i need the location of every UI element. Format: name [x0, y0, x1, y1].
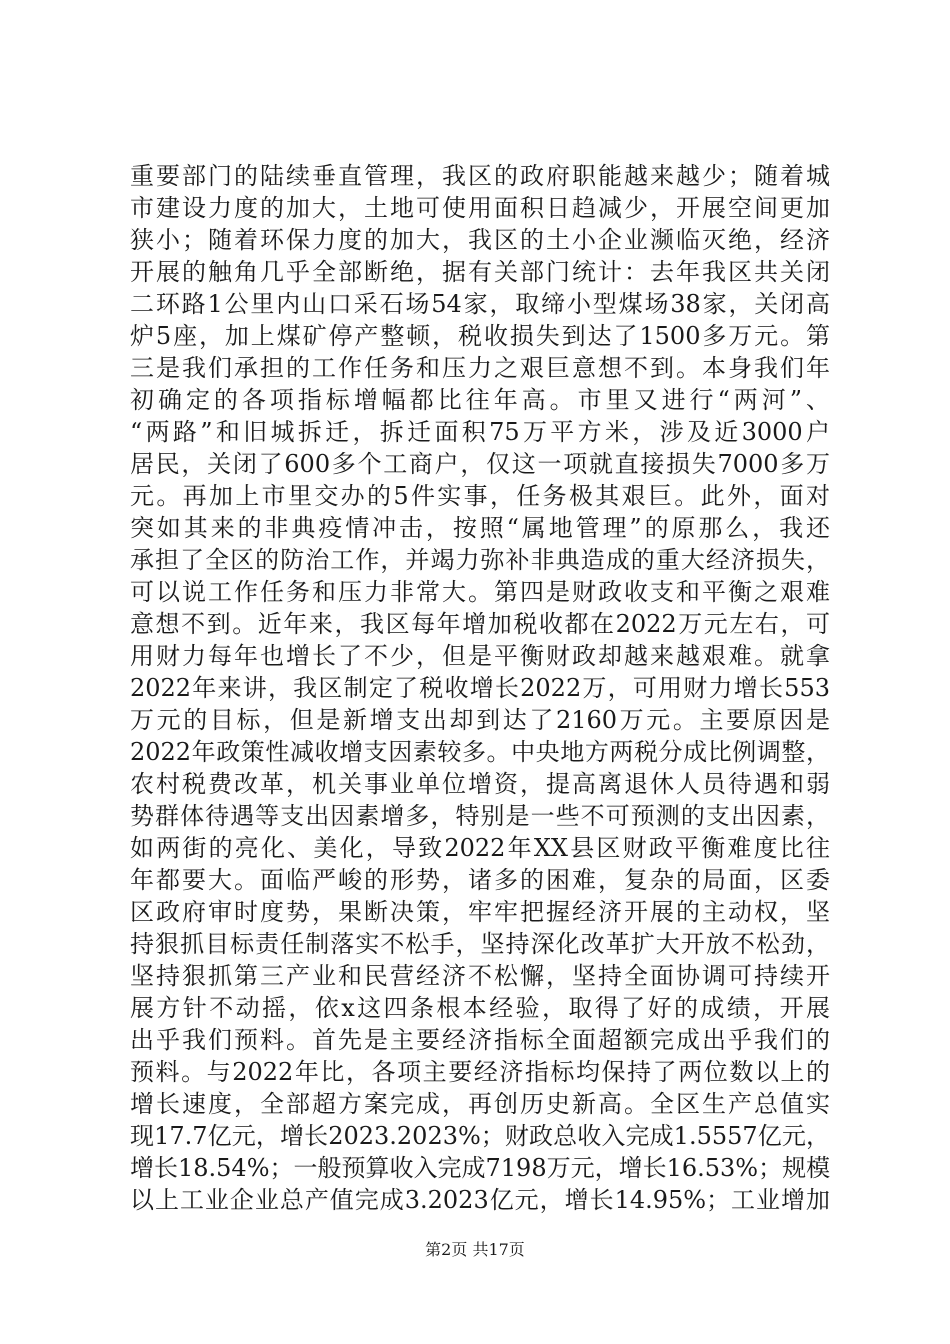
text-line: 开展的触角几乎全部断绝，据有关部门统计：去年我区共关闭: [130, 258, 830, 286]
text-line: 承担了全区的防治工作，并竭力弥补非典造成的重大经济损失，: [130, 546, 830, 574]
text-line: 2022年来讲，我区制定了税收增长2022万，可用财力增长553: [130, 674, 830, 702]
text-line: 增长速度，全部超方案完成，再创历史新高。全区生产总值实: [130, 1090, 830, 1118]
text-line: 可以说工作任务和压力非常大。第四是财政收支和平衡之艰难: [130, 578, 830, 606]
text-line: 初确定的各项指标增幅都比往年高。市里又进行“两河”、: [130, 386, 830, 414]
text-line: “两路”和旧城拆迁，拆迁面积75万平方米，涉及近3000户: [130, 418, 830, 446]
text-line: 年都要大。面临严峻的形势，诸多的困难，复杂的局面，区委: [130, 866, 830, 894]
text-line: 三是我们承担的工作任务和压力之艰巨意想不到。本身我们年: [130, 354, 830, 382]
text-line: 势群体待遇等支出因素增多，特别是一些不可预测的支出因素，: [130, 802, 830, 830]
text-line: 用财力每年也增长了不少，但是平衡财政却越来越艰难。就拿: [130, 642, 830, 670]
text-line: 万元的目标，但是新增支出却到达了2160万元。主要原因是: [130, 706, 830, 734]
text-line: 意想不到。近年来，我区每年增加税收都在2022万元左右，可: [130, 610, 830, 638]
text-line: 如两街的亮化、美化，导致2022年XX县区财政平衡难度比往: [130, 834, 830, 862]
text-line: 现17.7亿元，增长2023.2023%；财政总收入完成1.5557亿元，: [130, 1122, 830, 1150]
text-line: 2022年政策性减收增支因素较多。中央地方两税分成比例调整，: [130, 738, 830, 766]
text-line: 狭小；随着环保力度的加大，我区的土小企业濒临灭绝，经济: [130, 226, 830, 254]
text-line: 农村税费改革，机关事业单位增资，提高离退休人员待遇和弱: [130, 770, 830, 798]
text-line: 出乎我们预料。首先是主要经济指标全面超额完成出乎我们的: [130, 1026, 830, 1054]
text-line: 炉5座，加上煤矿停产整顿，税收损失到达了1500多万元。第: [130, 322, 830, 350]
text-line: 区政府审时度势，果断决策，牢牢把握经济开展的主动权，坚: [130, 898, 830, 926]
text-line: 市建设力度的加大，土地可使用面积日趋减少，开展空间更加: [130, 194, 830, 222]
page-number-footer: 第2页 共17页: [425, 1240, 525, 1259]
text-line: 持狠抓目标责任制落实不松手，坚持深化改革扩大开放不松劲，: [130, 930, 830, 958]
text-line: 以上工业企业总产值完成3.2023亿元，增长14.95%；工业增加: [130, 1186, 830, 1214]
text-line: 坚持狠抓第三产业和民营经济不松懈，坚持全面协调可持续开: [130, 962, 830, 990]
text-line: 展方针不动摇，依x这四条根本经验，取得了好的成绩，开展: [130, 994, 830, 1022]
text-line: 重要部门的陆续垂直管理，我区的政府职能越来越少；随着城: [130, 162, 830, 190]
text-line: 居民，关闭了600多个工商户，仅这一项就直接损失7000多万: [130, 450, 830, 478]
text-line: 突如其来的非典疫情冲击，按照“属地管理”的原那么，我还: [130, 514, 830, 542]
text-line: 预料。与2022年比，各项主要经济指标均保持了两位数以上的: [130, 1058, 830, 1086]
text-line: 二环路1公里内山口采石场54家，取缔小型煤场38家，关闭高: [130, 290, 830, 318]
text-line: 元。再加上市里交办的5件实事，任务极其艰巨。此外，面对: [130, 482, 830, 510]
text-line: 增长18.54%；一般预算收入完成7198万元，增长16.53%；规模: [130, 1154, 831, 1182]
body-text: [130, 160, 830, 1216]
